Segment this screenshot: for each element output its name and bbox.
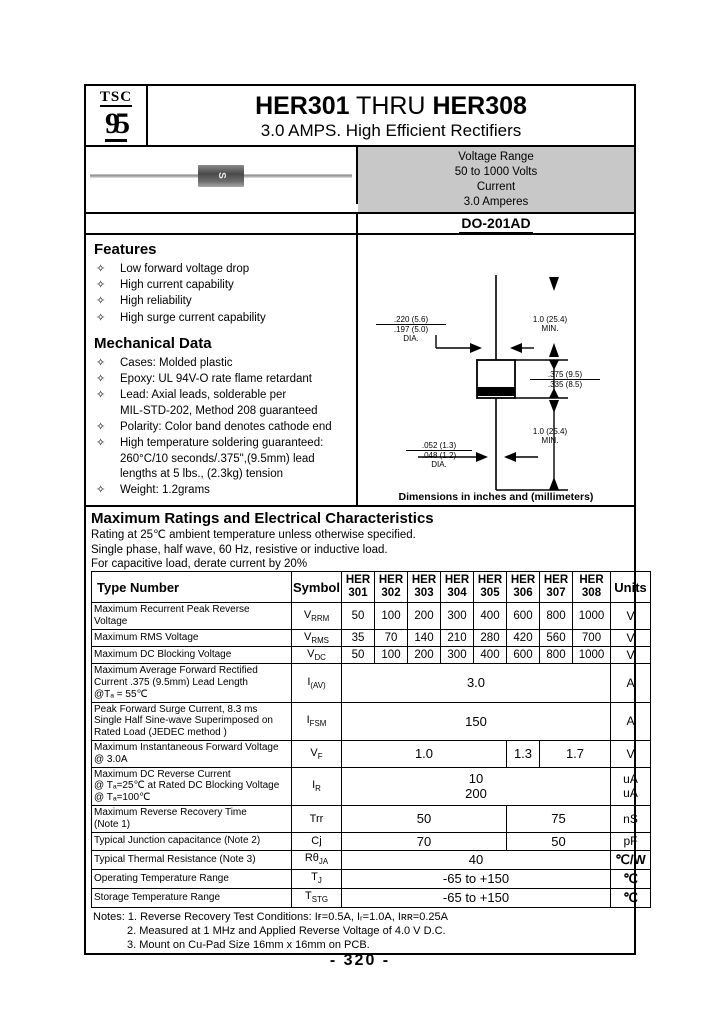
mech-text: Weight: 1.2grams	[120, 484, 210, 497]
table-row	[92, 702, 651, 740]
row-value: 400	[474, 603, 507, 630]
footnote-1: Notes: 1. Reverse Recovery Test Conditions: Iғ=0.5A, Iᵣ=1.0A, Iʀʀ=0.25A	[93, 910, 448, 923]
row-value-group: 1.3	[507, 740, 540, 767]
diode-body-marking: S	[215, 172, 227, 180]
header-device-307	[540, 572, 573, 603]
row-value-merged: 150	[342, 702, 611, 740]
dim-body-dia-min: .197 (5.0)	[393, 324, 429, 334]
row-value-group: 50	[507, 832, 611, 850]
row-value-merged: -65 to +150	[342, 869, 611, 888]
table-row	[92, 869, 651, 888]
diode-body	[198, 165, 244, 187]
dev-number: 301	[348, 587, 368, 600]
diamond-bullet-icon: ✧	[96, 356, 106, 369]
dim-lead-diameter	[406, 441, 472, 470]
row-value-group: 1.7	[540, 740, 611, 767]
diamond-bullet-icon: ✧	[96, 278, 106, 291]
table-row	[92, 629, 651, 646]
table-row	[92, 647, 651, 664]
row-unit: ℃	[611, 869, 651, 888]
mech-text: Lead: Axial leads, solderable per	[120, 389, 287, 402]
row-unit: A	[611, 664, 651, 702]
row-value: 420	[507, 629, 540, 646]
summary-band	[86, 147, 634, 213]
dev-prefix: HER	[444, 574, 470, 587]
dim-lead-dia-min: .048 (1.2)	[421, 450, 457, 460]
row-param: Peak Forward Surge Current, 8.3 ms Single Half Sine-wave Superimposed on Rated Load (JEDEC method )	[92, 702, 292, 740]
dim-lead-top-min: MIN.	[541, 323, 559, 333]
list-item	[94, 436, 352, 482]
row-param: Typical Thermal Resistance (Note 3)	[92, 850, 292, 869]
row-value: 70	[375, 629, 408, 646]
title-part-end: HER308	[432, 92, 527, 120]
header-device-308	[573, 572, 611, 603]
row-unit: V	[611, 740, 651, 767]
dev-prefix: HER	[579, 574, 604, 587]
row-value: 600	[507, 647, 540, 664]
row-value: 560	[540, 629, 573, 646]
page-subtitle: 3.0 AMPS. High Efficient Rectifiers	[260, 121, 522, 140]
row-value: 300	[441, 647, 474, 664]
feature-text: High surge current capability	[120, 311, 266, 324]
dim-body-dia-label: DIA.	[403, 334, 419, 344]
current-label: Current	[476, 181, 516, 194]
specifications-table-body	[92, 572, 651, 907]
package-row	[86, 214, 634, 235]
row-symbol: $T_{STG}$	[292, 888, 342, 907]
list-item	[94, 388, 352, 419]
footnote-3: 3. Mount on Cu-Pad Size 16mm x 16mm on PCB.	[127, 939, 370, 952]
list-item	[94, 278, 352, 293]
row-param: Maximum Average Forward Rectified Current .375 (9.5mm) Lead Length @Tₐ = 55℃	[92, 664, 292, 702]
row-value-merged: 3.0	[342, 664, 611, 702]
dim-lead-dia-label: DIA.	[431, 460, 447, 470]
mech-text-cont: 260°C/10 seconds/.375",(9.5mm) lead	[120, 452, 315, 465]
mech-text: Epoxy: UL 94V-O rate flame retardant	[120, 373, 312, 386]
header-symbol: Symbol	[292, 572, 342, 603]
dim-body-len-max: .375 (9.5)	[530, 370, 600, 380]
row-value: 200	[408, 603, 441, 630]
row-value: 200	[408, 647, 441, 664]
package-name-cell	[358, 214, 634, 233]
row-value-group: 75	[507, 805, 611, 832]
row-value: 1000	[573, 647, 611, 664]
row-unit: V	[611, 629, 651, 646]
dev-prefix: HER	[411, 574, 437, 587]
row-symbol: $V_{RRM}$	[292, 603, 342, 630]
mech-text: High temperature soldering guaranteed:	[120, 437, 324, 450]
row-unit: pF	[611, 832, 651, 850]
header-device-305	[474, 572, 507, 603]
row-param: Maximum Recurrent Peak Reverse Voltage	[92, 603, 292, 630]
product-photo	[86, 147, 358, 204]
mechanical-data-heading: Mechanical Data	[94, 334, 212, 352]
dev-number: 305	[480, 587, 500, 600]
footnote-2: 2. Measured at 1 MHz and Applied Reverse Voltage of 4.0 V D.C.	[127, 924, 446, 937]
diamond-bullet-icon: ✧	[96, 437, 106, 450]
datasheet-page	[84, 84, 647, 955]
mech-text: Polarity: Color band denotes cathode end	[120, 420, 332, 433]
dim-lead-bottom-length	[508, 427, 592, 445]
dim-lead-top-length	[508, 315, 592, 333]
row-symbol: $V_F$	[292, 740, 342, 767]
dim-lead-top-value: 1.0 (25.4)	[532, 314, 568, 324]
row-value: 800	[540, 603, 573, 630]
title-part-start: HER301	[255, 92, 350, 120]
dev-prefix: HER	[510, 574, 536, 587]
feature-text: High current capability	[120, 278, 234, 291]
table-row	[92, 888, 651, 907]
diamond-bullet-icon: ✧	[96, 262, 106, 275]
row-symbol: $I_R$	[292, 767, 342, 805]
row-value-merged: -65 to +150	[342, 888, 611, 907]
row-unit: A	[611, 702, 651, 740]
mech-text: Cases: Molded plastic	[120, 356, 233, 369]
voltage-range-label: Voltage Range	[458, 151, 534, 164]
header-type-number: Type Number	[92, 572, 292, 603]
header-device-301	[342, 572, 375, 603]
dev-number: 306	[513, 587, 533, 600]
diamond-bullet-icon: ✧	[96, 420, 106, 433]
row-symbol: $T_J$	[292, 869, 342, 888]
title-thru: THRU	[349, 92, 433, 120]
diode-lead-left	[90, 174, 214, 178]
drawing-caption: Dimensions in inches and (millimeters)	[398, 491, 594, 504]
list-item	[94, 356, 352, 371]
row-value: 35	[342, 629, 375, 646]
feature-text: Low forward voltage drop	[120, 262, 250, 275]
row-symbol: $I_{(AV)}$	[292, 664, 342, 702]
list-item	[94, 483, 352, 498]
current-value: 3.0 Amperes	[463, 195, 529, 208]
list-item	[94, 262, 352, 277]
row-symbol: Trr	[292, 805, 342, 832]
row-symbol: $V_{DC}$	[292, 647, 342, 664]
mech-text-cont2: lengths at 5 lbs., (2.3kg) tension	[120, 467, 284, 480]
row-value-merged	[342, 767, 611, 805]
dev-number: 308	[581, 587, 602, 600]
row-symbol: $I_{FSM}$	[292, 702, 342, 740]
dev-prefix: HER	[378, 574, 404, 587]
row-param: Typical Junction capacitance (Note 2)	[92, 832, 292, 850]
footnotes	[91, 908, 630, 953]
row-value-group: 50	[342, 805, 507, 832]
dim-lead-dia-max: .052 (1.3)	[406, 441, 472, 451]
row-unit: nS	[611, 805, 651, 832]
row-param: Maximum DC Reverse Current @ Tₐ=25℃ at Rated DC Blocking Voltage @ Tₐ=100℃	[92, 767, 292, 805]
logo-mark-icon: 95	[105, 108, 127, 143]
row-param: Storage Temperature Range	[92, 888, 292, 907]
header-device-303	[408, 572, 441, 603]
table-row	[92, 805, 651, 832]
feature-text: High reliability	[120, 295, 192, 308]
row-value: 100	[375, 647, 408, 664]
ratings-heading: Maximum Ratings and Electrical Characteristics	[91, 510, 434, 528]
list-item	[94, 311, 352, 326]
table-row	[92, 603, 651, 630]
dev-prefix: HER	[477, 574, 503, 587]
diode-lead-right	[228, 174, 352, 178]
features-panel	[86, 235, 358, 506]
row-value: 140	[408, 629, 441, 646]
row-param: Maximum DC Blocking Voltage	[92, 647, 292, 664]
row-value: 600	[507, 603, 540, 630]
features-and-drawing	[86, 235, 634, 508]
table-row	[92, 740, 651, 767]
ratings-note-2: Single phase, half wave, 60 Hz, resistive or inductive load.	[91, 543, 388, 556]
row-symbol: Cj	[292, 832, 342, 850]
dim-body-diameter	[376, 315, 446, 344]
ratings-note-3: For capacitive load, derate current by 20%	[91, 558, 308, 571]
ratings-note-1: Rating at 25℃ ambient temperature unless otherwise specified.	[91, 529, 416, 542]
header-device-304	[441, 572, 474, 603]
list-item	[94, 372, 352, 387]
table-header-row	[92, 572, 651, 603]
tsc-logo	[86, 86, 148, 145]
package-name: DO-201AD	[459, 215, 532, 234]
row-value-group: 70	[342, 832, 507, 850]
table-row	[92, 850, 651, 869]
ratings-section	[86, 507, 647, 953]
row-value: 700	[573, 629, 611, 646]
logo-text-tsc: TSC	[99, 88, 133, 105]
row-value: 100	[375, 603, 408, 630]
dim-body-len-min: .335 (8.5)	[547, 379, 583, 389]
row-value: 210	[441, 629, 474, 646]
row-value: 50	[342, 647, 375, 664]
header-units: Units	[611, 572, 651, 603]
dim-lead-bot-value: 1.0 (25.4)	[532, 426, 568, 436]
reverse-current-25c: 10	[468, 771, 484, 787]
dim-body-dia-max: .220 (5.6)	[376, 315, 446, 325]
header-device-302	[375, 572, 408, 603]
list-item	[94, 294, 352, 309]
header-device-306	[507, 572, 540, 603]
row-value: 50	[342, 603, 375, 630]
mechanical-data-list	[94, 356, 352, 499]
mech-text-cont: MIL-STD-202, Method 208 guaranteed	[120, 404, 318, 417]
diamond-bullet-icon: ✧	[96, 373, 106, 386]
reverse-current-100c: 200	[465, 786, 487, 802]
package-row-spacer	[86, 214, 358, 233]
diamond-bullet-icon: ✧	[96, 311, 106, 324]
dev-number: 307	[546, 587, 566, 600]
dev-prefix: HER	[345, 574, 371, 587]
row-symbol: $R\theta_{JA}$	[292, 850, 342, 869]
row-param: Maximum Reverse Recovery Time (Note 1)	[92, 805, 292, 832]
row-unit: uA uA	[611, 767, 651, 805]
voltage-range-box	[358, 147, 634, 211]
dev-number: 302	[381, 587, 401, 600]
voltage-range-value: 50 to 1000 Volts	[454, 166, 538, 179]
row-symbol: $V_{RMS}$	[292, 629, 342, 646]
table-row	[92, 767, 651, 805]
row-unit: ℃/W	[611, 850, 651, 869]
row-value: 300	[441, 603, 474, 630]
table-row	[92, 832, 651, 850]
row-value-merged: 40	[342, 850, 611, 869]
page-header	[86, 86, 634, 147]
page-number: - 320 -	[329, 952, 391, 969]
row-value: 280	[474, 629, 507, 646]
title-block	[148, 86, 634, 145]
features-list	[94, 262, 352, 326]
row-unit: ℃	[611, 888, 651, 907]
list-item	[94, 420, 352, 435]
specifications-table	[91, 571, 651, 907]
row-param: Maximum Instantaneous Forward Voltage @ 3.0A	[92, 740, 292, 767]
row-value-group: 1.0	[342, 740, 507, 767]
row-value: 800	[540, 647, 573, 664]
row-unit: V	[611, 603, 651, 630]
diode-illustration	[86, 163, 356, 189]
page-title	[148, 92, 634, 120]
row-param: Operating Temperature Range	[92, 869, 292, 888]
package-drawing	[358, 235, 634, 506]
dim-lead-bot-min: MIN.	[541, 435, 559, 445]
row-param: Maximum RMS Voltage	[92, 629, 292, 646]
diamond-bullet-icon: ✧	[96, 295, 106, 308]
dev-number: 303	[414, 587, 434, 600]
row-unit: V	[611, 647, 651, 664]
dev-prefix: HER	[543, 574, 569, 587]
diamond-bullet-icon: ✧	[96, 389, 106, 402]
features-heading: Features	[94, 240, 157, 258]
row-value: 400	[474, 647, 507, 664]
row-value: 1000	[573, 603, 611, 630]
dev-number: 304	[447, 587, 467, 600]
dim-body-length	[530, 370, 600, 389]
diamond-bullet-icon: ✧	[96, 484, 106, 497]
table-row	[92, 664, 651, 702]
